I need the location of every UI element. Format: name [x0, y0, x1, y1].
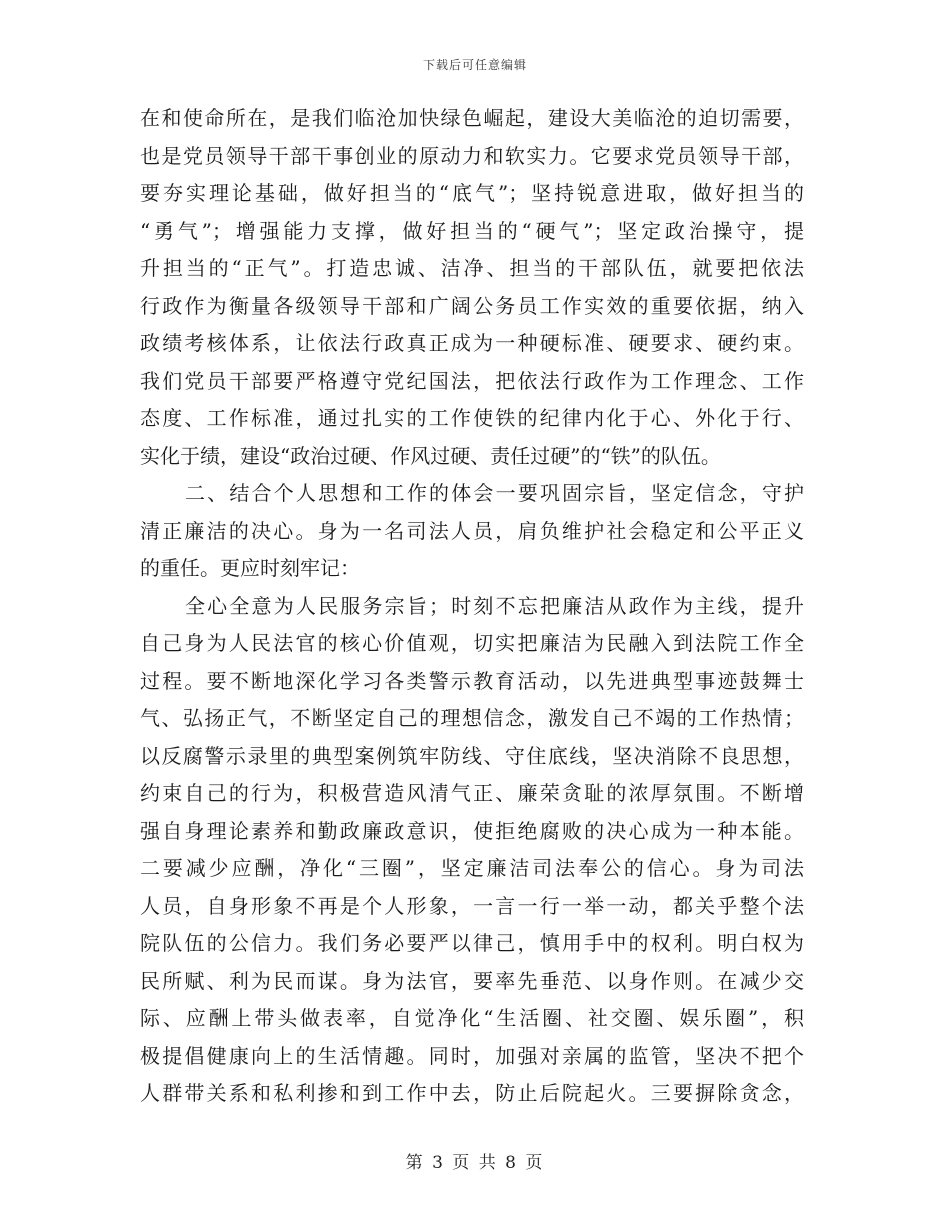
text-line: 我们党员干部要严格遵守党纪国法，把依法行政作为工作理念、工作 [140, 368, 804, 393]
text-line: 气、弘扬正气，不断坚定自己的理想信念，激发自己不竭的工作热情； [140, 706, 804, 730]
page-number-footer: 第 3 页 共 8 页 [405, 1153, 545, 1173]
text-line: 以反腐警示录里的典型案例筑牢防线、守住底线，坚决消除不良思想， [140, 743, 804, 768]
text-line: 行政作为衡量各级领导干部和广阔公务员工作实效的重要依据，纳入 [140, 293, 804, 318]
text-line: “勇气”；增强能力支撑，做好担当的“硬气”；坚定政治操守，提 [140, 218, 804, 243]
text-line: 全心全意为人民服务宗旨；时刻不忘把廉洁从政作为主线，提升 [185, 593, 804, 618]
text-line: 约束自己的行为，积极营造风清气正、廉荣贪耻的浓厚氛围。不断增 [140, 781, 804, 805]
page-header: 下载后可任意编辑 [422, 58, 527, 72]
text-line: 二、结合个人思想和工作的体会一要巩固宗旨，坚定信念，守护 [185, 481, 804, 505]
document-body [140, 100, 804, 1113]
text-line: 人群带关系和私利掺和到工作中去，防止后院起火。三要摒除贪念， [140, 1081, 804, 1105]
text-line: 院队伍的公信力。我们务必要严以律己，慎用手中的权利。明白权为 [140, 931, 804, 955]
text-line: 过程。要不断地深化学习各类警示教育活动，以先进典型事迹鼓舞士 [140, 668, 804, 693]
text-line: 人员，自身形象不再是个人形象，一言一行一举一动，都关乎整个法 [140, 893, 804, 918]
text-line: 强自身理论素养和勤政廉政意识，使拒绝腐败的决心成为一种本能。 [140, 818, 804, 843]
text-line: 也是党员领导干部干事创业的原动力和软实力。它要求党员领导干部， [140, 143, 804, 168]
text-line: 态度、工作标准，通过扎实的工作使铁的纪律内化于心、外化于行、 [140, 406, 804, 430]
text-line: 民所赋、利为民而谋。身为法官，要率先垂范、以身作则。在减少交 [140, 968, 804, 993]
text-line: 实化于绩，建设“政治过硬、作风过硬、责任过硬”的“铁”的队伍。 [140, 443, 721, 468]
text-line: 要夯实理论基础，做好担当的“底气”；坚持锐意进取，做好担当的 [140, 181, 804, 205]
text-line: 自己身为人民法官的核心价值观，切实把廉洁为民融入到法院工作全 [140, 631, 804, 655]
text-line: 升担当的“正气”。打造忠诚、洁净、担当的干部队伍，就要把依法 [140, 256, 804, 280]
text-line: 清正廉洁的决心。身为一名司法人员，肩负维护社会稳定和公平正义 [140, 518, 804, 543]
text-line: 的重任。更应时刻牢记： [140, 556, 360, 580]
text-line: 际、应酬上带头做表率，自觉净化“生活圈、社交圈、娱乐圈”，积 [140, 1006, 804, 1030]
text-line: 极提倡健康向上的生活情趣。同时，加强对亲属的监管，坚决不把个 [140, 1043, 804, 1068]
text-line: 政绩考核体系，让依法行政真正成为一种硬标准、硬要求、硬约束。 [140, 331, 804, 355]
text-line: 在和使命所在，是我们临沧加快绿色崛起，建设大美临沧的迫切需要， [140, 106, 804, 130]
text-line: 二要减少应酬，净化“三圈”，坚定廉洁司法奉公的信心。身为司法 [140, 856, 804, 880]
